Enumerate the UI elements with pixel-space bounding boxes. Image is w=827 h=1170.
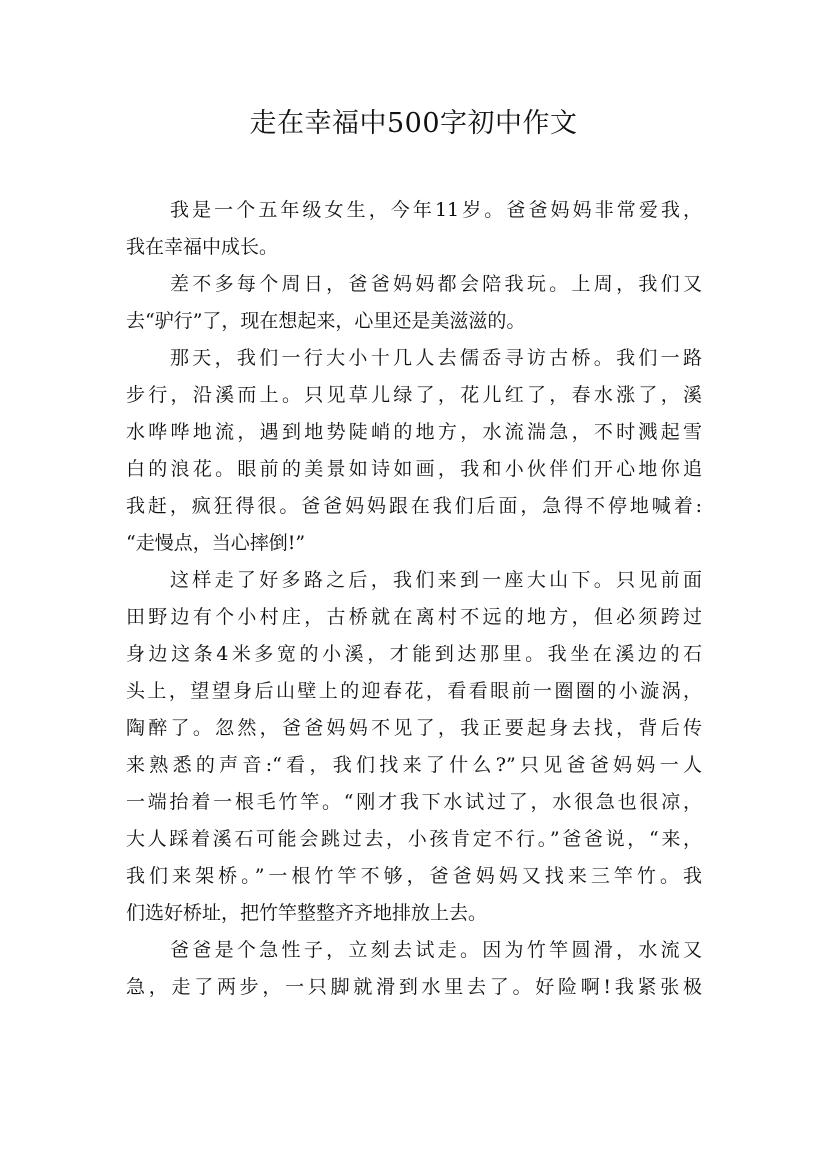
paragraph: [126, 562, 702, 932]
paragraph: [126, 192, 702, 266]
text-line: 这样走了好多路之后，我们来到一座大山下。只见前面: [170, 569, 702, 591]
text-line: 我们来架桥。”一根竹竿不够，爸爸妈妈又找来三竿竹。我: [126, 865, 702, 887]
text-line: 身边这条4米多宽的小溪，才能到达那里。我坐在溪边的石: [126, 643, 702, 665]
text-line: 我赶，疯狂得很。爸爸妈妈跟在我们后面，急得不停地喊着:: [126, 495, 702, 517]
text-line: 来熟悉的声音:“看，我们找来了什么?”只见爸爸妈妈一人: [126, 754, 702, 776]
paragraph: [126, 932, 702, 1006]
text-line: 爸爸是个急性子，立刻去试走。因为竹竿圆滑，水流又: [170, 939, 702, 961]
paragraph: [126, 340, 702, 562]
paragraph: [126, 266, 702, 340]
text-line: 一端抬着一根毛竹竿。“刚才我下水试过了，水很急也很凉，: [126, 791, 702, 813]
text-line: 大人踩着溪石可能会跳过去，小孩肯定不行。”爸爸说，“来，: [126, 828, 702, 850]
text-line: “走慢点，当心摔倒!”: [126, 532, 306, 554]
text-line: 头上，望望身后山壁上的迎春花，看看眼前一圈圈的小漩涡，: [126, 680, 702, 702]
text-line: 我在幸福中成长。: [126, 236, 279, 258]
text-line: 去“驴行”了，现在想起来，心里还是美滋滋的。: [126, 310, 526, 332]
text-line: 们选好桥址，把竹竿整整齐齐地排放上去。: [126, 902, 488, 924]
text-line: 差不多每个周日，爸爸妈妈都会陪我玩。上周，我们又: [170, 273, 702, 295]
text-line: 急，走了两步，一只脚就滑到水里去了。好险啊!我紧张极: [126, 976, 702, 998]
text-line: 田野边有个小村庄，古桥就在离村不远的地方，但必须跨过: [126, 606, 702, 628]
essay-body: [126, 192, 702, 1006]
text-line: 陶醉了。忽然，爸爸妈妈不见了，我正要起身去找，背后传: [126, 717, 702, 739]
text-line: 我是一个五年级女生，今年11岁。爸爸妈妈非常爱我，: [170, 199, 702, 221]
document-title: 走在幸福中500字初中作文: [249, 108, 578, 139]
text-line: 白的浪花。眼前的美景如诗如画，我和小伙伴们开心地你追: [126, 458, 702, 480]
text-line: 水哗哗地流，遇到地势陡峭的地方，水流湍急，不时溅起雪: [126, 421, 702, 443]
text-line: 步行，沿溪而上。只见草儿绿了，花儿红了，春水涨了，溪: [126, 384, 702, 406]
text-line: 那天，我们一行大小十几人去儒岙寻访古桥。我们一路: [170, 347, 702, 369]
